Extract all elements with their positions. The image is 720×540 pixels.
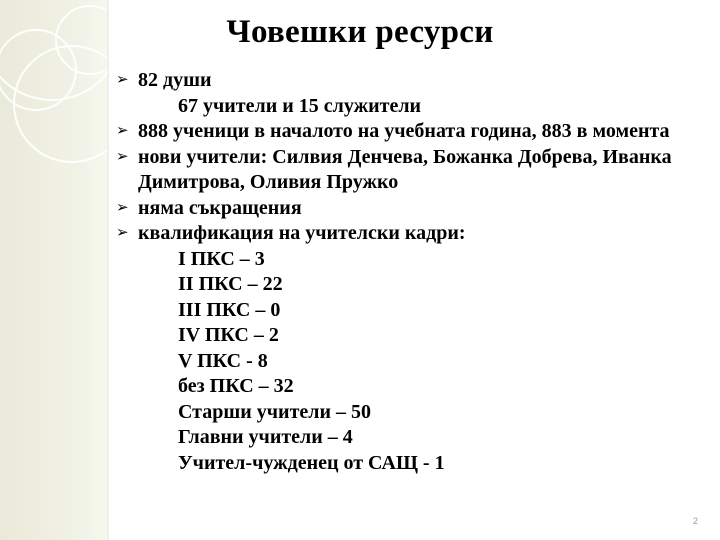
arrowhead-bullet-icon: ➢: [116, 199, 129, 216]
bullet-text: квалификация на учителски кадри:: [138, 222, 466, 244]
bullet-item: [116, 145, 696, 196]
bullet-item: [116, 68, 696, 94]
sub-item: V ПКС - 8: [178, 349, 268, 372]
sub-item: I ПКС – 3: [178, 247, 265, 270]
bullet-item: [116, 196, 696, 222]
sub-item: Учител-чужденец от САЩ - 1: [178, 451, 445, 474]
bullet-item: [116, 119, 696, 145]
sub-item: без ПКС – 32: [178, 375, 294, 397]
bullet-text: няма съкращения: [138, 196, 302, 219]
slide-title: Човешки ресурси: [226, 14, 494, 50]
bullet-list: [116, 68, 696, 476]
arrowhead-bullet-icon: ➢: [116, 225, 129, 241]
arrowhead-bullet-icon: ➢: [116, 148, 129, 165]
sub-item: II ПКС – 22: [178, 273, 283, 295]
bullet-text: 82 души: [138, 69, 212, 91]
bullet-text: нови учители: Силвия Денчева, Божанка Добрева, Иванка Димитрова, Оливия Пружко: [138, 145, 672, 193]
sub-item: 67 учители и 15 служители: [178, 94, 422, 117]
arrowhead-bullet-icon: ➢: [116, 72, 129, 88]
bullet-text: 888 ученици в началото на учебната година, 883 в момента: [138, 120, 670, 142]
arrowhead-bullet-icon: ➢: [116, 123, 129, 139]
page-number: 2: [692, 516, 698, 526]
left-decorative-panel: [0, 0, 108, 540]
sub-item: Старши учители – 50: [178, 400, 372, 423]
sub-item: Главни учители – 4: [178, 426, 353, 448]
sub-item: IV ПКС – 2: [178, 324, 279, 346]
bullet-item: [116, 221, 696, 247]
sub-item: III ПКС – 0: [178, 298, 281, 321]
